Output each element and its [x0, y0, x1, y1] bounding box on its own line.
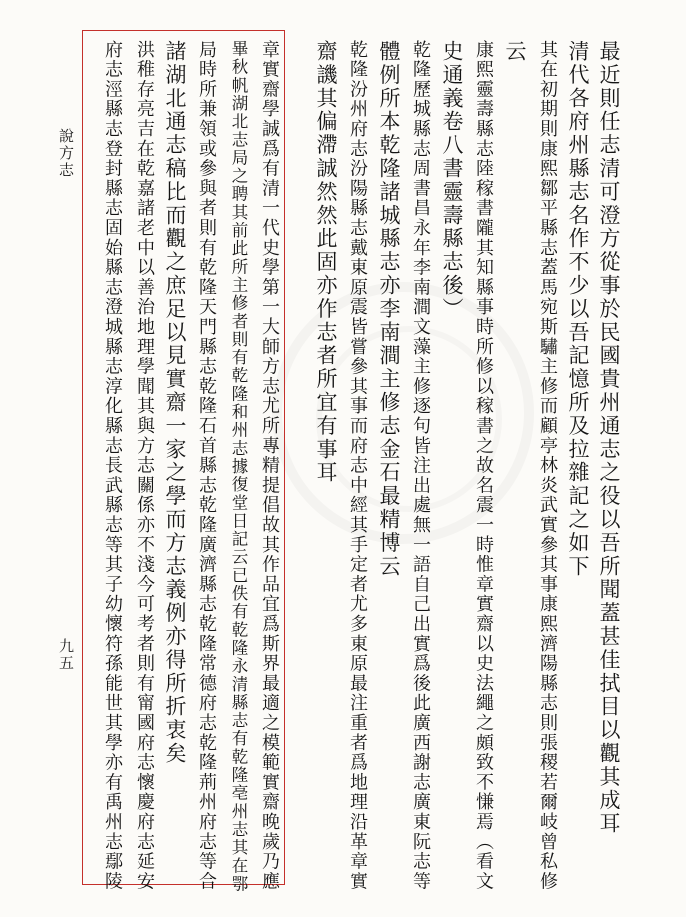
text-column: 史通義卷八書靈壽縣志後）: [440, 40, 464, 321]
text-column: 清代各府州縣志名作不少以吾記憶所及拉雜記之如下: [566, 40, 590, 579]
text-column: 最近則任志清可澄方從事於民國貴州通志之役以吾所聞蓋甚佳拭目以觀其成耳: [597, 40, 621, 836]
text-column: 乾隆汾州府志汾陽縣志戴東原震皆嘗參其事而府志中經其手定者尤多東原最注重者爲地理沿革章實: [347, 40, 368, 892]
text-column: 章實齋學誠爲有清一代史學第一大師方志尤所專精提倡故其作品宜爲斯界最適之模範實齋晚歲乃應: [259, 40, 280, 892]
text-column: 諸湖北通志稿比而觀之庶足以見實齋一家之學而方志義例亦得所折衷矣: [163, 40, 187, 766]
running-head: 說方志: [57, 128, 75, 179]
text-column: 齋譏其偏滯誠然然此固亦作志者所宜有事耳: [314, 40, 338, 485]
text-column: 畢秋帆湖北志局之聘其前此所主修者則有乾隆和州志據復堂日記云已佚有乾隆永清縣志有乾隆亳州志其在鄂: [229, 40, 248, 894]
text-column: 康熙靈壽縣志陸稼書隴其知縣事時所修以稼書之故名震一時惟章實齋以史法繩之頗致不慊焉（看文: [473, 40, 494, 892]
text-column: 洪稚存亮吉在乾嘉諸老中以善治地理學聞其與方志關係亦不淺今可考者則有甯國府志懷慶府志延安: [134, 40, 155, 892]
text-column: 乾隆歷城縣志周書昌永年李南澗文藻主修逐句皆注出處無一語自己出實爲後此廣西謝志廣東阮志等: [410, 40, 431, 892]
text-column: 局時所兼領或參與者則有乾隆天門縣志乾隆石首縣志乾隆廣濟縣志乾隆常德府志乾隆荊州府志等合: [196, 40, 217, 892]
text-column: 其在初期則康熙鄒平縣志蓋馬宛斯驌主修而顧亭林炎武實參其事康熙濟陽縣志則張稷若爾岐曾私修: [537, 40, 558, 892]
text-column: 云: [503, 40, 527, 64]
page-number: 九五: [57, 638, 75, 672]
text-column: 體例所本乾隆諸城縣志亦李南澗主修志金石最精博云: [377, 40, 401, 579]
text-column: 府志涇縣志登封縣志固始縣志澄城縣志淳化縣志長武縣志等其子幼懷符孫能世其學亦有禹州志鄢陵: [102, 40, 123, 892]
